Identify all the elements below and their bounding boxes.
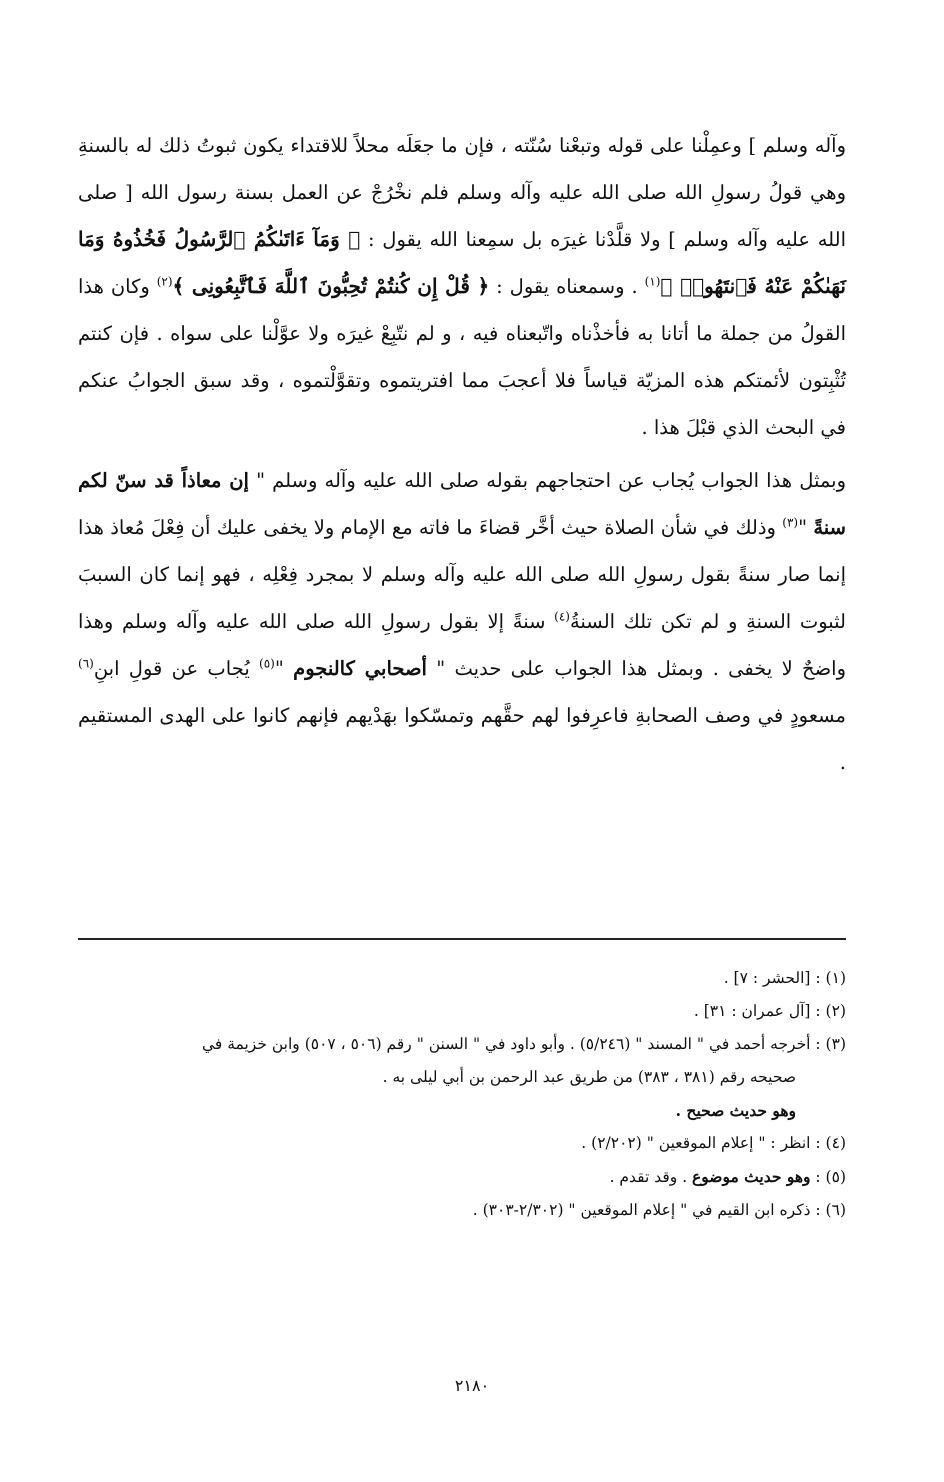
text-span: ": [274, 657, 294, 680]
paragraph-2: [78, 457, 846, 786]
footnote-ref[interactable]: (٣): [782, 515, 799, 530]
footnote-5-rest: . وقد تقدم .: [609, 1168, 693, 1186]
footnote-3-verdict: وهو حديث صحيح .: [675, 1101, 796, 1120]
footnote-3-continued: صحيحه رقم (٣٨١ ، ٣٨٣) من طريق عبد الرحمن بن أبي ليلى به .: [382, 1068, 796, 1086]
hadith-quote: إن معاذاً قد سنّ لكم سنةً: [78, 469, 846, 539]
main-text: [78, 122, 846, 786]
footnote-5-verdict: وهو حديث موضوع: [692, 1167, 811, 1186]
footnote-divider: [78, 938, 846, 940]
footnote-4: (٤) : انظر : " إعلام الموقعين " (٢/٢٠٢) .: [581, 1134, 846, 1152]
footnote-5: [78, 1160, 846, 1194]
footnote-ref[interactable]: (٥): [259, 656, 275, 671]
text-span: يُجاب عن قولِ ابنِ: [93, 657, 260, 680]
text-span: مسعودٍ في وصف الصحابةِ فاعرِفوا لهم حقَّهم وتمسّكوا بهَدْيهم فإنهم كانوا على الهدى المستقيم .: [78, 704, 846, 774]
text-span: سنةً إلا بقول رسولِ الله صلى الله عليه وآله وسلم وهذا واضحٌ لا يخفى . وبمثل هذا الجواب على حديث ": [78, 610, 846, 680]
text-span: وذلك في شأن الصلاة حيث أخَّر قضاءَ ما فاته مع الإمام ولا يخفى عليك أن فِعْلَ مُعاذ هذا إنما صار سنةً بقول رسولِ الله صلى الله عليه وآله وسلم لا بمجرد فِعْلِه ، فهو إنما كان السببَ لثبوت السنةِ و لم تكن تلك السنةُ: [78, 516, 846, 633]
text-span: وبمثل هذا الجواب يُجاب عن احتجاجهم بقوله صلى الله عليه وآله وسلم ": [248, 469, 846, 492]
text-span: وآله وسلم ] وعمِلْنا على قوله وتبعْنا سُنّته ، فإن ما جعَلَه محلاً للاقتداء يكون ثبوتُ ذلك له بالسنةِ وهي قولُ رسولِ الله صلى الله عليه وآله وسلم فلم نخْرُجْ عن العمل بسنة رسول الله [ صلى الله عليه وآله وسلم ] ولا قلَّدْنا غيرَه بل سمِعنا الله يقول :: [78, 134, 846, 251]
text-span: ": [798, 516, 814, 539]
footnote-6: (٦) : ذكره ابن القيم في " إعلام الموقعين " (٢/٣٠٢-٣٠٣) .: [472, 1201, 846, 1219]
footnote-2: (٢) : [آل عمران : ٣١] .: [693, 1002, 846, 1020]
footnote-5-number: (٥) :: [810, 1168, 846, 1186]
footnote-ref[interactable]: (٦): [78, 656, 94, 671]
quran-verse: ﴿ قُلْ إِن كُنتُمْ تُحِبُّونَ ٱللَّهَ فَٱتَّبِعُونِى ﴾: [172, 274, 490, 298]
text-span: وكان هذا القولُ من جملة ما أتانا به فأخذْناه واتّبعناه فيه ، و لم نتّبِعْ غيرَه ولا عوَّلْنا على سواه . فإن كنتم تُثْبِتون لأئمتكم هذه المزيّة قياساً فلا أعجبَ مما افتريتموه وتقوَّلْتموه ، وقد سبق الجوابُ عنكم في البحث الذي قبْلَ هذا .: [78, 275, 846, 439]
footnote-3: (٣) : أخرجه أحمد في " المسند " (٥/٢٤٦) . وأبو داود في " السنن " رقم (٥٠٦ ، ٥٠٧) وابن خزيمة في: [201, 1035, 846, 1053]
hadith-quote: أصحابي كالنجوم: [293, 657, 427, 680]
quran-verse: ﴿ وَمَآ ءَاتَىٰكُمُ ٱلرَّسُولُ فَخُذُوهُ وَمَا نَهَىٰكُمْ عَنْهُ فَٱنتَهُوا۟ ﴾: [78, 227, 846, 298]
footnote-1: (١) : [الحشر : ٧] .: [723, 969, 846, 987]
footnote-ref[interactable]: (٢): [156, 274, 173, 289]
footnotes: [78, 962, 846, 1227]
paragraph-1: [78, 122, 846, 451]
text-span: . وسمعناه يقول :: [489, 275, 645, 298]
footnote-ref[interactable]: (٤): [554, 609, 570, 624]
page-number: ٢١٨٠: [454, 1376, 490, 1395]
footnote-ref[interactable]: (١): [644, 274, 661, 289]
